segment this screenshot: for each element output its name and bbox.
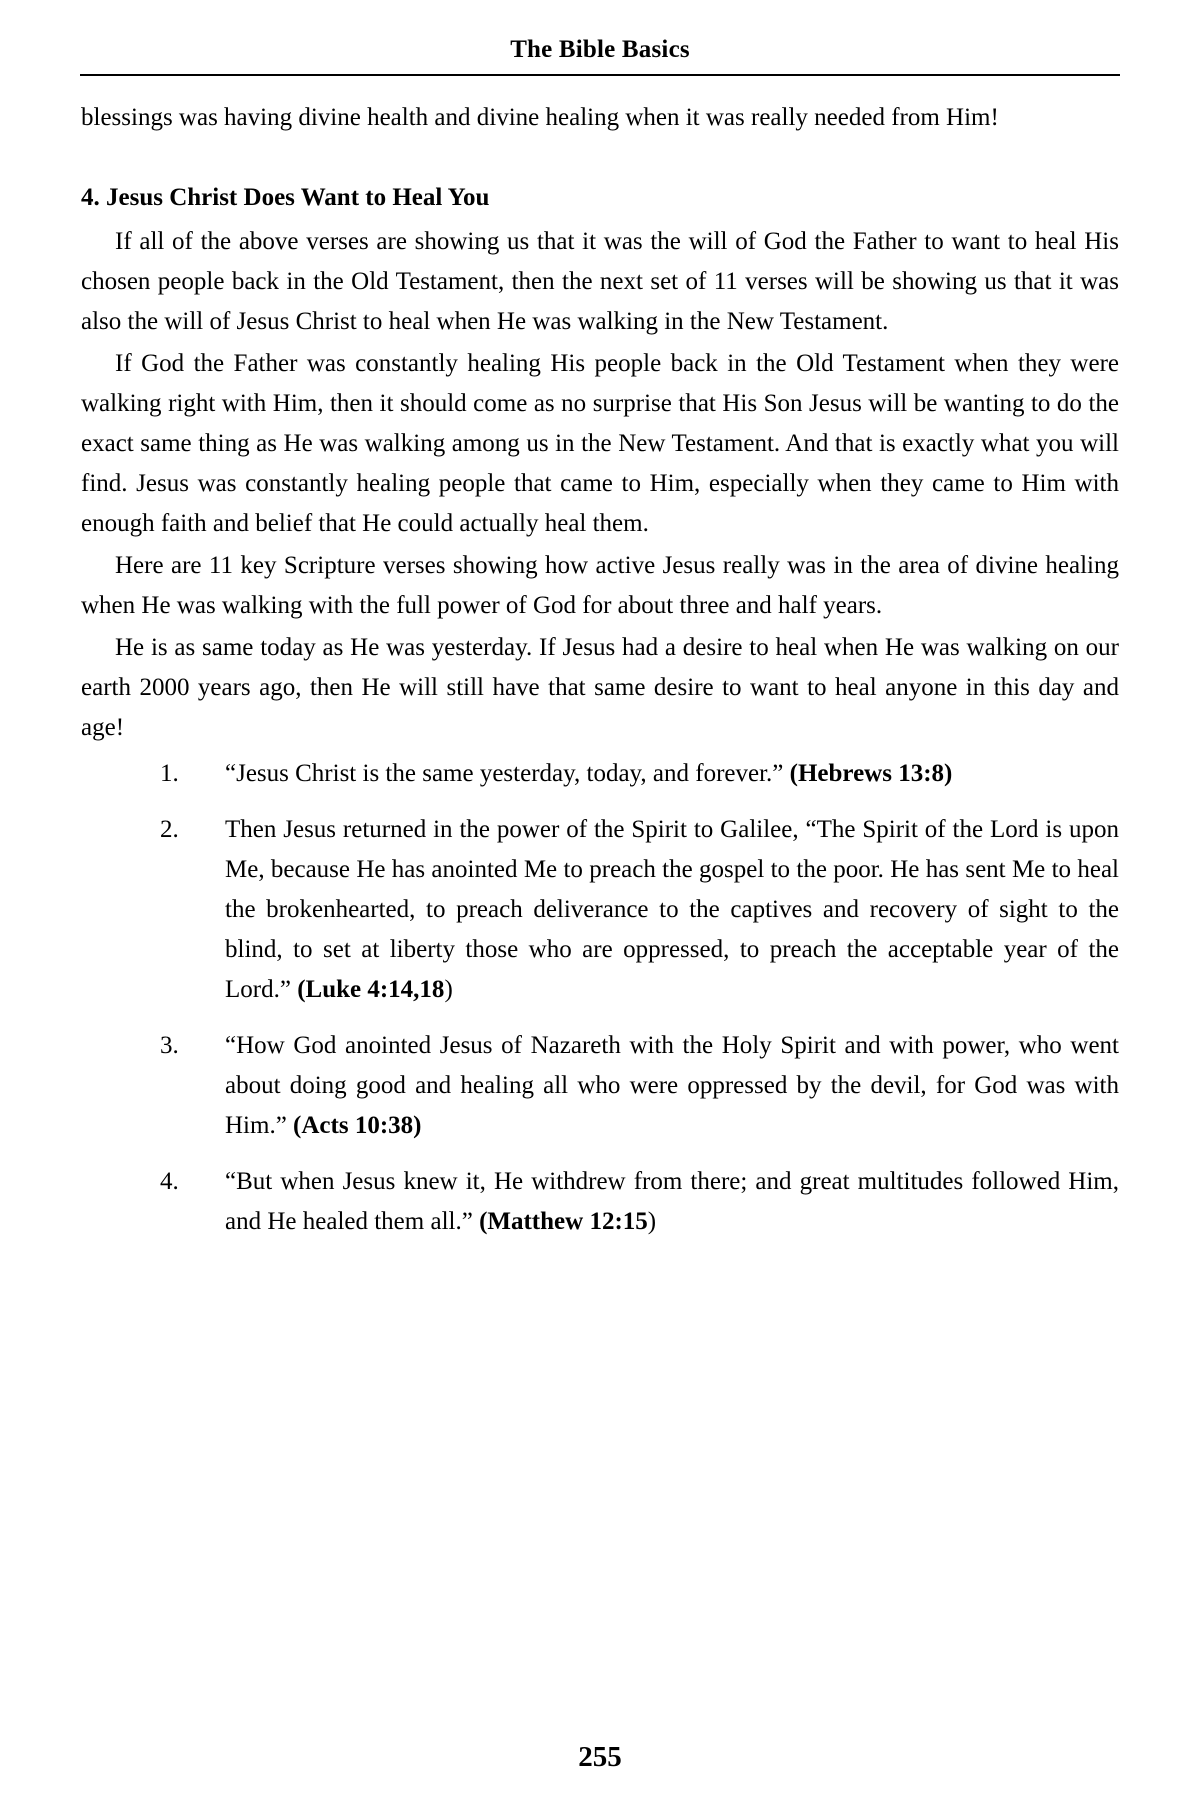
list-item	[185, 1026, 1119, 1146]
verse-text: “Jesus Christ is the same yesterday, today, and forever.”	[225, 760, 790, 787]
list-item	[185, 754, 1119, 794]
verse-text: “But when Jesus knew it, He withdrew from there; and great multitudes followed Him, and He healed them all.”	[225, 1168, 1119, 1235]
paragraph-3: Here are 11 key Scripture verses showing how active Jesus really was in the area of divine healing when He was walking with the full power of God for about three and half years.	[81, 552, 1119, 619]
verse-reference: (Luke 4:14,18	[297, 976, 445, 1003]
section-heading: 4. Jesus Christ Does Want to Heal You	[81, 184, 490, 211]
verse-text: Then Jesus returned in the power of the Spirit to Galilee, “The Spirit of the Lord is upon Me, because He has anointed Me to preach the gospel to the poor. He has sent Me to heal the brokenhearted, to preach deliverance to the captives and recovery of sight to the blind, to set at liberty those who are oppressed, to preach the acceptable year of the Lord.”	[225, 816, 1119, 1003]
verse-text: “How God anointed Jesus of Nazareth with the Holy Spirit and with power, who went about doing good and healing all who were oppressed by the devil, for God was with Him.”	[225, 1032, 1119, 1139]
running-header-title: The Bible Basics	[510, 36, 690, 63]
scripture-verse-list	[81, 754, 1119, 1242]
paragraph-4: He is as same today as He was yesterday. If Jesus had a desire to heal when He was walking on our earth 2000 years ago, then He will still have that same desire to want to heal anyone in this day and age!	[81, 634, 1119, 741]
continued-paragraph: blessings was having divine health and divine healing when it was really needed from Him!	[81, 104, 999, 131]
header-divider	[80, 74, 1120, 76]
verse-reference: (Matthew 12:15	[479, 1208, 648, 1235]
page-body	[80, 98, 1120, 1242]
list-item	[185, 1162, 1119, 1242]
verse-tail: )	[647, 1208, 657, 1235]
list-item	[185, 810, 1119, 1010]
paragraph-1: If all of the above verses are showing us that it was the will of God the Father to want to heal His chosen people back in the Old Testament, then the next set of 11 verses will be showing us that it was also the will of Jesus Christ to heal when He was walking in the New Testament.	[81, 228, 1119, 335]
page-number: 255	[578, 1741, 622, 1773]
verse-tail: )	[444, 976, 453, 1003]
paragraph-2: If God the Father was constantly healing His people back in the Old Testament when they were walking right with Him, then it should come as no surprise that His Son Jesus will be wanting to do the exact same thing as He was walking among us in the New Testament. And that is exactly what you will find. Jesus was constantly healing people that came to Him, especially when they came to Him with enough faith and belief that He could actually heal them.	[81, 350, 1119, 537]
verse-reference: (Acts 10:38)	[293, 1112, 422, 1139]
verse-reference: (Hebrews 13:8)	[789, 760, 953, 787]
